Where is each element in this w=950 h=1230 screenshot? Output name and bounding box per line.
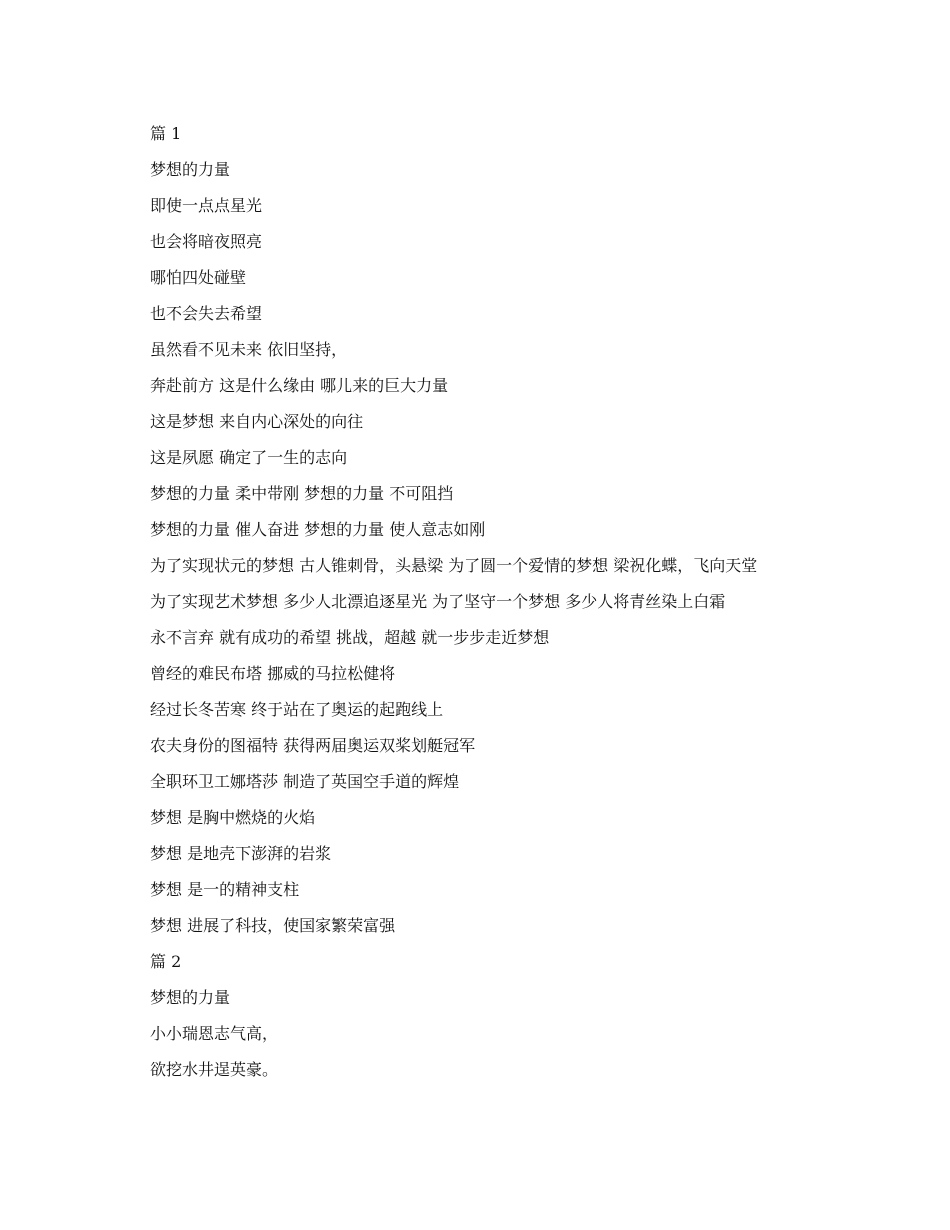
section-heading-1: 篇 1 bbox=[150, 124, 182, 143]
poem-line: 梦想 是胸中燃烧的火焰 bbox=[150, 808, 316, 827]
poem-line: 梦想的力量 催人奋进 梦想的力量 使人意志如刚 bbox=[150, 520, 486, 539]
poem-line: 也不会失去希望 bbox=[150, 304, 263, 323]
poem-line: 全职环卫工娜塔莎 制造了英国空手道的辉煌 bbox=[150, 772, 460, 791]
poem-line: 梦想 是地壳下澎湃的岩浆 bbox=[150, 844, 332, 863]
poem-line: 也会将暗夜照亮 bbox=[150, 232, 263, 251]
document-body bbox=[113, 122, 835, 1094]
poem-line: 梦想 进展了科技，使国家繁荣富强 bbox=[150, 916, 396, 935]
poem-line: 虽然看不见未来 依旧坚持， bbox=[150, 340, 348, 359]
poem-line: 这是梦想 来自内心深处的向往 bbox=[150, 412, 364, 431]
poem-title: 梦想的力量 bbox=[150, 160, 231, 179]
poem-line: 奔赴前方 这是什么缘由 哪儿来的巨大力量 bbox=[150, 376, 449, 395]
poem-line: 小小瑞恩志气高， bbox=[150, 1024, 279, 1043]
poem-line: 经过长冬苦寒 终于站在了奥运的起跑线上 bbox=[150, 700, 444, 719]
poem-line: 欲挖水井逞英豪。 bbox=[150, 1060, 279, 1079]
section-heading-2: 篇 2 bbox=[150, 952, 182, 971]
poem-line: 永不言弃 就有成功的希望 挑战，超越 就一步步走近梦想 bbox=[150, 628, 550, 647]
poem-line: 梦想的力量 柔中带刚 梦想的力量 不可阻挡 bbox=[150, 484, 454, 503]
poem-line: 为了实现艺术梦想 多少人北漂追逐星光 为了坚守一个梦想 多少人将青丝染上白霜 bbox=[150, 592, 726, 611]
poem-line: 农夫身份的图福特 获得两届奥运双桨划艇冠军 bbox=[150, 736, 476, 755]
poem-line: 梦想 是一的精神支柱 bbox=[150, 880, 300, 899]
poem-line: 这是夙愿 确定了一生的志向 bbox=[150, 448, 348, 467]
poem-line: 即使一点点星光 bbox=[150, 196, 263, 215]
poem-line: 哪怕四处碰壁 bbox=[150, 268, 247, 287]
poem-line: 曾经的难民布塔 挪威的马拉松健将 bbox=[150, 664, 396, 683]
poem-line: 为了实现状元的梦想 古人锥刺骨，头悬梁 为了圆一个爱情的梦想 梁祝化蝶，飞向天堂 bbox=[150, 556, 758, 575]
poem-title: 梦想的力量 bbox=[150, 988, 231, 1007]
